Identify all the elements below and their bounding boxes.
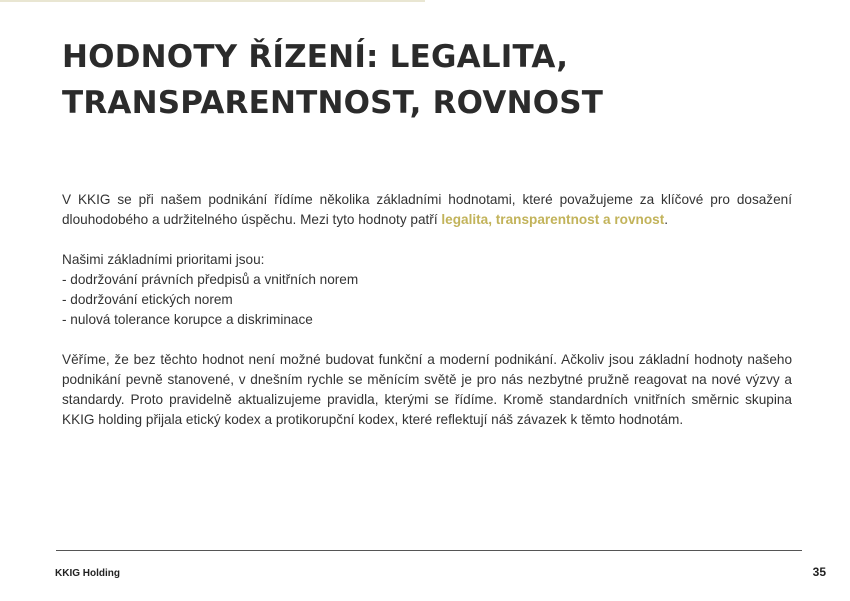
priority-item: - dodržování etických norem [62,292,233,307]
intro-text: V KKIG se při našem podnikání řídíme několika základními hodnotami, které považujeme za klíčové pro dosažení dlouhodobého a udržitelného úspěchu. Mezi tyto hodnoty patří [62,192,792,227]
spacer [62,230,792,250]
page-content [62,190,792,430]
closing-paragraph: Věříme, že bez těchto hodnot není možné budovat funkční a moderní podnikání. Ačkoliv jsou základní hodnoty našeho podnikání pevně stanovené, v dnešním rychle se měnícím světě je pro nás nezbytné pružně reagovat na nové výzvy a standardy. Proto pravidelně aktualizujeme pravidla, kterými se řídíme. Kromě standardních vnitřních směrnic skupina KKIG holding přijala etický kodex a protikorupční kodex, které reflektují náš závazek k těmto hodnotám. [62,352,792,427]
footer-company-name: KKIG Holding [55,568,120,579]
intro-highlight: legalita, transparentnost a rovnost [441,212,665,227]
priority-item: - nulová tolerance korupce a diskriminace [62,312,313,327]
priority-item: - dodržování právních předpisů a vnitřních norem [62,272,359,287]
page-title: HODNOTY ŘÍZENÍ: LEGALITA, TRANSPARENTNOST, ROVNOST [62,39,604,121]
intro-paragraph [62,190,792,230]
priorities-heading: Našimi základními prioritami jsou: [62,252,265,267]
page-number: 35 [812,565,826,579]
footer-divider [56,550,802,551]
top-decorative-line [0,0,425,2]
intro-text-end: . [664,212,669,227]
spacer [62,330,792,350]
